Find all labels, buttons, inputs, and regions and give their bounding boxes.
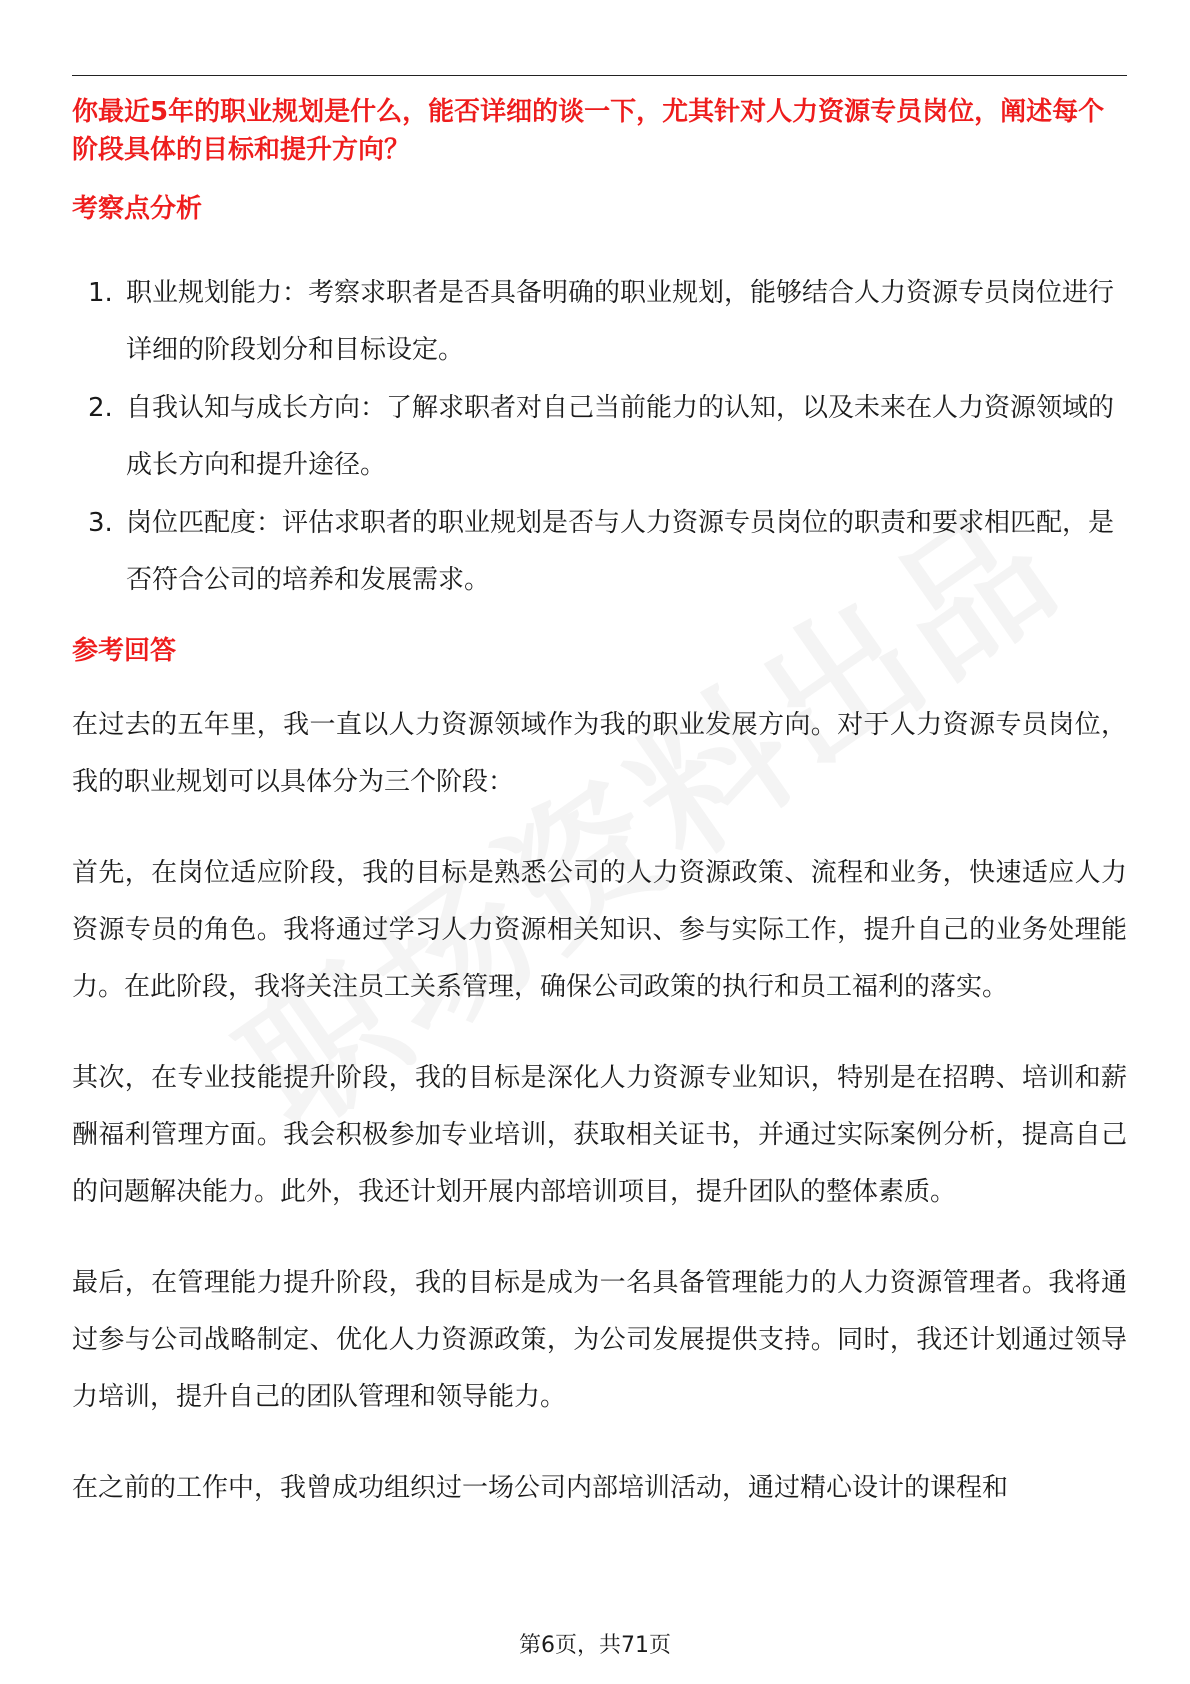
analysis-item: [72, 380, 1127, 494]
answer-paragraph: 在之前的工作中，我曾成功组织过一场公司内部培训活动，通过精心设计的课程和: [72, 1473, 1009, 1503]
analysis-item: [72, 495, 1127, 609]
answer-paragraph: 最后，在管理能力提升阶段，我的目标是成为一名具备管理能力的人力资源管理者。我将通过参与公司战略制定、优化人力资源政策，为公司发展提供支持。同时，我还计划通过领导力培训，提升自己的团队管理和领导能力。: [72, 1268, 1127, 1412]
analysis-item-number: 2.: [88, 393, 113, 423]
question-heading: 你最近5年的职业规划是什么，能否详细的谈一下，尤其针对人力资源专员岗位，阐述每个阶段具体的目标和提升方向？: [72, 97, 1105, 165]
answer-paragraph: 首先，在岗位适应阶段，我的目标是熟悉公司的人力资源政策、流程和业务，快速适应人力资源专员的角色。我将通过学习人力资源相关知识、参与实际工作，提升自己的业务处理能力。在此阶段，我将关注员工关系管理，确保公司政策的执行和员工福利的落实。: [72, 858, 1127, 1002]
analysis-item-text: 自我认知与成长方向：了解求职者对自己当前能力的认知，以及未来在人力资源领域的成长方向和提升途径。: [126, 393, 1115, 480]
analysis-item-number: 3.: [88, 508, 113, 538]
analysis-list: [72, 265, 1127, 610]
top-divider: [72, 75, 1127, 76]
answer-paragraph: 在过去的五年里，我一直以人力资源领域作为我的职业发展方向。对于人力资源专员岗位，我的职业规划可以具体分为三个阶段：: [72, 710, 1127, 797]
analysis-item: [72, 265, 1127, 379]
analysis-section-title: 考察点分析: [72, 194, 203, 224]
answer-paragraph: 其次，在专业技能提升阶段，我的目标是深化人力资源专业知识，特别是在招聘、培训和薪酬福利管理方面。我会积极参加专业培训，获取相关证书，并通过实际案例分析，提高自己的问题解决能力。此外，我还计划开展内部培训项目，提升团队的整体素质。: [72, 1063, 1127, 1207]
analysis-item-text: 岗位匹配度：评估求职者的职业规划是否与人力资源专员岗位的职责和要求相匹配，是否符合公司的培养和发展需求。: [126, 508, 1115, 595]
document-page: [72, 0, 1127, 1684]
analysis-item-number: 1.: [88, 278, 113, 308]
answer-section-title: 参考回答: [72, 636, 177, 666]
analysis-item-text: 职业规划能力：考察求职者是否具备明确的职业规划，能够结合人力资源专员岗位进行详细的阶段划分和目标设定。: [126, 278, 1115, 365]
answer-body: [72, 697, 1127, 1551]
page-number-footer: 第6页，共71页: [519, 1633, 671, 1658]
